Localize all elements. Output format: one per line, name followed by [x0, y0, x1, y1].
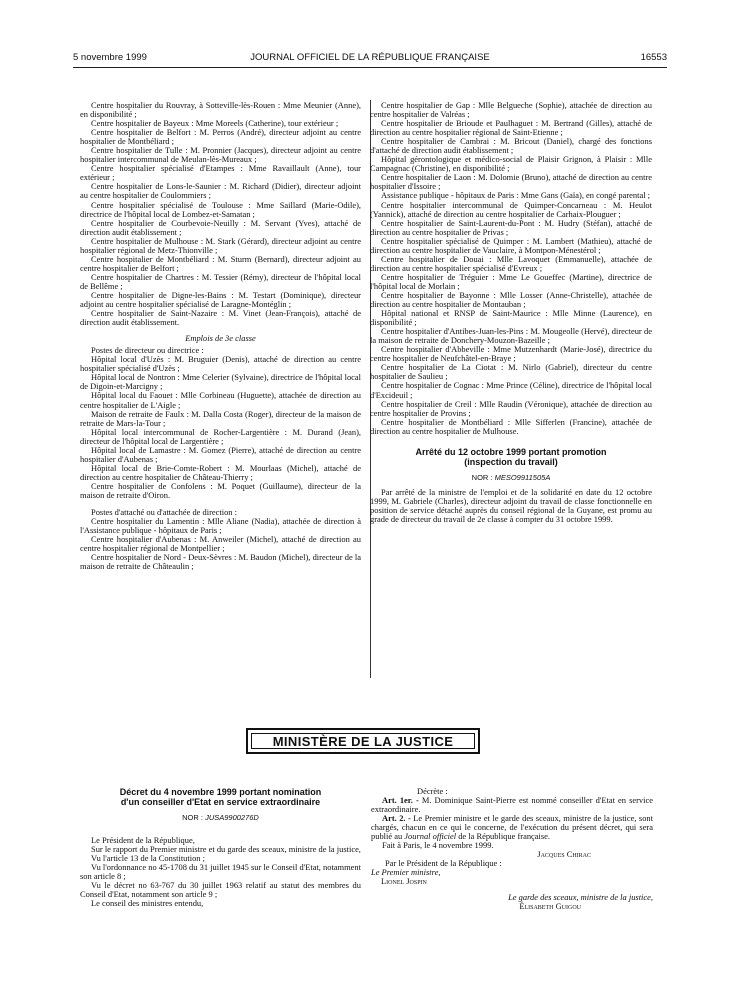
arrete-nor: [370, 473, 652, 482]
appointments-list-c: [80, 517, 361, 571]
decret-visa: Le Président de la République,: [91, 835, 195, 846]
appointments-list-right: [370, 101, 652, 436]
arrete-title: [370, 447, 652, 467]
appointment-entry: Centre hospitalier de Tulle : M. Pronnier (Jacques), directeur adjoint au centre hospitalier intercommunal de Meulan-lès-Mureaux ;: [80, 145, 361, 165]
nor-label: NOR :: [471, 472, 493, 482]
appointment-entry: Hôpital gérontologique et médico-social de Plaisir Grignon, à Plaisir : Mlle Campagnac (Christine), en disponibilité ;: [370, 154, 652, 174]
appointment-entry: Centre hospitalier de Belfort : M. Perros (André), directeur adjoint au centre hospitalier de Montbéliard ;: [80, 127, 361, 147]
arrete-title-line-1: Arrêté du 12 octobre 1999 portant promotion: [415, 446, 607, 457]
ministry-banner: [246, 728, 480, 754]
header-date: 5 novembre 1999: [73, 52, 147, 63]
garde-des-sceaux: Le garde des sceaux, ministre de la justice,: [508, 891, 653, 902]
appointment-entry: Centre hospitalier de Montbéliard : M. Sturm (Bernard), directeur adjoint au centre hospitalier de Belfort ;: [80, 253, 361, 273]
decret-visa: Sur le rapport du Premier ministre et du garde des sceaux, ministre de la justice,: [91, 844, 361, 855]
arrete-title-line-2: (inspection du travail): [464, 456, 558, 467]
appointment-entry: Hôpital local de Nontron : Mme Celerier (Sylvaine), directrice de l'hôpital local de Digoin-et-Marcigny ;: [80, 372, 361, 392]
category-heading: Emplois de 3e classe: [185, 333, 256, 344]
signature-pm: Lionel Jospin: [381, 876, 427, 887]
appointment-entry: Centre hospitalier d'Abbeville : Mme Mutzenhardt (Marie-José), directrice du centre hospitalier de Neufchâtel-en-Braye ;: [370, 344, 652, 364]
decret-visas: [80, 836, 361, 908]
appointment-entry: Hôpital national et RNSP de Saint-Maurice : Mlle Minne (Laurence), en disponibilité ;: [370, 308, 652, 328]
appointment-entry: Centre hospitalier de Mulhouse : M. Stark (Gérard), directeur adjoint au centre hospitalier régional de Metz-Thionville ;: [80, 235, 361, 255]
article-1: [371, 796, 653, 814]
appointment-entry: Centre hospitalier spécialisé d'Etampes : Mme Ravaillault (Anne), tour extérieur ;: [80, 163, 361, 183]
appointments-list-a: [80, 101, 361, 327]
article-2: [371, 814, 653, 841]
appointment-entry: Centre hospitalier de Gap : Mlle Belgueche (Sophie), attachée de direction au centre hospitalier de Valréas ;: [370, 100, 652, 120]
appointment-entry: Centre hospitalier de Montbéliard : Mlle Sifferlen (Francine), attachée de direction au centre hospitalier de Mulhouse.: [370, 416, 652, 436]
decrete: Décrète :: [417, 786, 448, 796]
appointment-entry: Centre hospitalier de Confolens : M. Poquet (Guillaume), directeur de la maison de retraite d'Oiron.: [80, 480, 361, 500]
appointment-entry: Centre hospitalier de Bayonne : Mlle Losser (Anne-Christelle), attachée de direction au centre hospitalier de Montauban ;: [370, 289, 652, 310]
appointment-entry: Hôpital local d'Uzès : M. Bruguier (Denis), attaché de direction au centre hospitalier spécialisé d'Uzès ;: [80, 354, 361, 374]
appointment-entry: Centre hospitalier de Saint-Nazaire : M. Vinet (Jean-François), attaché de direction audit établissement.: [80, 308, 361, 328]
article-2-label: Art. 2. -: [382, 813, 411, 824]
appointment-entry: Centre hospitalier de Cognac : Mme Prince (Céline), directrice de l'hôpital local d'Excideuil ;: [370, 380, 652, 400]
decret-title: [80, 787, 361, 807]
journal-officiel: Journal officiel: [404, 831, 457, 842]
appointment-entry: Centre hospitalier de Tréguier : Mme Le Goueffec (Martine), directrice de l'hôpital local de Morlain ;: [370, 271, 652, 291]
appointment-entry: Centre hospitalier de Creil : Mlle Raudin (Véronique), attachée de direction au centre hospitalier de Provins ;: [370, 398, 652, 418]
appointment-entry: Assistance publique - hôpitaux de Paris : Mme Gans (Gaïa), en congé parental ;: [381, 190, 650, 201]
decret-visa: Le conseil des ministres entendu,: [91, 898, 204, 909]
decret-visa: Vu l'article 13 de la Constitution ;: [91, 853, 205, 864]
nor-code: MESO9911505A: [494, 472, 551, 482]
fait-a-paris: Fait à Paris, le 4 novembre 1999.: [382, 840, 494, 851]
decret-right-column: [371, 787, 653, 911]
appointment-entry: Centre hospitalier de Laon : M. Dolomie (Bruno), attaché de direction au centre hospitalier d'Issoire ;: [370, 172, 652, 192]
decret-nor-code: JUSA9900276D: [205, 813, 259, 822]
article-1-label: Art. 1er. -: [382, 795, 419, 806]
appointment-entry: Centre hospitalier du Lamentin : Mlle Aliane (Nadia), attachée de direction à l'Assistance publique - hôpitaux de Paris ;: [80, 516, 361, 536]
appointment-entry: Centre hospitalier de La Ciotat : M. Nirlo (Gabriel), directeur du centre hospitalier de Saulieu ;: [370, 362, 652, 382]
signature-gds: Élisabeth Guigou: [519, 900, 581, 911]
appointment-entry: Hôpital local de Brie-Comte-Robert : M. Mourlaas (Michel), attaché de direction au centre hospitalier de Château-Thierry ;: [80, 462, 361, 482]
appointment-entry: Centre hospitalier de Brioude et Paulhaguet : M. Bertrand (Gilles), attaché de direction au centre hospitalier régional de Saint-Etienne ;: [370, 118, 652, 138]
appointment-entry: Maison de retraite de Faulx : M. Dalla Costa (Roger), directeur de la maison de retraite de Mars-la-Tour ;: [80, 408, 361, 428]
page-number: 16553: [640, 52, 667, 63]
appointment-entry: Centre hospitalier du Rouvray, à Sotteville-lès-Rouen : Mme Meunier (Anne), en disponibilité ;: [80, 100, 361, 120]
article-1-text: M. Dominique Saint-Pierre est nommé conseiller d'Etat en service extraordinaire.: [371, 795, 653, 815]
arrete-text: Par arrêté de la ministre de l'emploi et de la solidarité en date du 12 octobre 1999, M. Gabriele (Charles), directeur adjoint du travail de classe fonctionnelle en position de service détaché auprès du conseil régional de la Guyane, est promu au grade de directeur du travail de 2e classe à compter du 31 octobre 1999.: [370, 486, 652, 524]
decret-left-column: [80, 787, 361, 908]
decret-title-line-1: Décret du 4 novembre 1999 portant nomination: [119, 787, 322, 797]
appointment-entry: Centre hospitalier de Bayeux : Mme Moreels (Catherine), tour extérieur ;: [91, 118, 339, 129]
header-rule: [73, 67, 667, 68]
appointment-entry: Centre hospitalier de Douai : Mlle Lavoquet (Emmanuelle), attachée de direction au centre hospitalier spécialisé d'Evreux ;: [370, 253, 652, 273]
decret-visa: Vu le décret no 63-767 du 30 juillet 1963 relatif au statut des membres du Conseil d'Etat, notamment son article 9 ;: [80, 880, 361, 900]
page-header: [73, 52, 667, 68]
appointment-entry: Centre hospitalier de Courbevoie-Neuilly : M. Servant (Yves), attaché de direction audit établissement ;: [80, 217, 361, 237]
appointment-entry: Centre hospitalier de Cambrai : M. Bricout (Daniel), chargé des fonctions d'attaché de direction audit établissement ;: [370, 136, 652, 156]
decret-nor-label: NOR :: [182, 813, 203, 822]
appointment-entry: Hôpital local de Lamastre : M. Gomez (Pierre), attaché de direction au centre hospitalier d'Aubenas ;: [80, 444, 361, 464]
header-title: JOURNAL OFFICIEL DE LA RÉPUBLIQUE FRANÇAISE: [250, 52, 490, 63]
premier-ministre: Le Premier ministre,: [371, 867, 441, 878]
appointment-entry: Centre hospitalier de Nord - Deux-Sèvres : M. Baudon (Michel), directeur de la maison de retraite de Châteaulin ;: [80, 552, 361, 572]
appointments-list-b: [80, 355, 361, 500]
appointment-entry: Centre hospitalier de Lons-le-Saunier : M. Richard (Didier), directeur adjoint au centre hospitalier de Coulommiers ;: [80, 181, 361, 201]
appointment-entry: Centre hospitalier de Saint-Laurent-du-Pont : M. Hudry (Stéfan), attaché de direction au centre hospitalier de Privas ;: [370, 217, 652, 237]
appointment-entry: Centre hospitalier spécialisé de Quimper : M. Lambert (Mathieu), attaché de direction au centre hospitalier de Vauclaire, à Montpon-Ménestérol ;: [370, 235, 652, 255]
ministry-title: MINISTÈRE DE LA JUSTICE: [272, 733, 454, 749]
appointment-entry: Centre hospitalier intercommunal de Quimper-Concarneau : M. Heulot (Yannick), attaché de direction au centre hospitalier de Carhaix-Plouguer ;: [370, 199, 652, 219]
subheading-attache: Postes d'attaché ou d'attachée de direction :: [91, 507, 237, 518]
appointment-entry: Hôpital local du Faouet : Mlle Corbineau (Huguette), attachée de direction au centre hospitalier de L'Aigle ;: [80, 390, 361, 410]
par-le-president: Par le Président de la République :: [385, 858, 502, 869]
appointment-entry: Centre hospitalier de Chartres : M. Tessier (Rémy), directeur de l'hôpital local de Bellême ;: [80, 271, 361, 291]
left-column: [80, 101, 361, 571]
decret-nor: [80, 813, 361, 822]
appointment-entry: Centre hospitalier spécialisé de Toulouse : Mme Saillard (Marie-Odile), directrice de l'hôpital local de Lombez-et-Samatan ;: [80, 199, 361, 219]
appointment-entry: Hôpital local intercommunal de Rocher-Largentière : M. Durand (Jean), directeur de l'hôpital local de Largentière ;: [80, 426, 361, 446]
appointment-entry: Centre hospitalier de Digne-les-Bains : M. Testart (Dominique), directeur adjoint au centre hospitalier spécialisé de Laragne-Montéglin ;: [80, 289, 361, 310]
decret-visa: Vu l'ordonnance no 45-1708 du 31 juillet 1945 sur le Conseil d'Etat, notamment son article 8 ;: [80, 862, 361, 882]
decret-title-line-2: d'un conseiller d'Etat en service extraordinaire: [120, 797, 321, 807]
subheading-directeur: Postes de directeur ou directrice :: [91, 345, 204, 356]
article-2-text-b: de la République française.: [456, 831, 551, 842]
article-2-text-a: Le Premier ministre et le garde des sceaux, ministre de la justice, sont chargés, chacun en ce qui le concerne, de l'exécution du présent décret, qui sera publié au: [371, 813, 653, 842]
appointment-entry: Centre hospitalier d'Aubenas : M. Anweiler (Michel), attaché de direction au centre hospitalier régional de Montpellier ;: [80, 534, 361, 554]
signature-president: Jacques Chirac: [537, 849, 591, 860]
right-column: [370, 101, 652, 524]
appointment-entry: Centre hospitalier d'Antibes-Juan-les-Pins : M. Mougeolle (Hervé), directeur de la maison de retraite de Donchery-Mouzon-Bazeille ;: [370, 326, 652, 346]
